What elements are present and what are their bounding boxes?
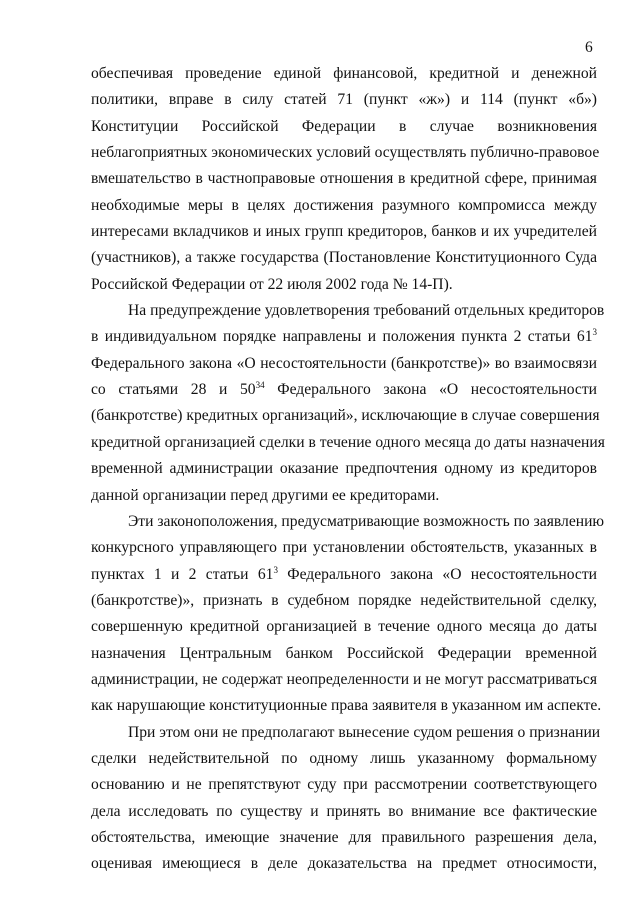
line-text: обстоятельства, имеющие значение для правильного разрешения дела,	[91, 828, 597, 846]
text-line	[91, 641, 597, 667]
text-line	[91, 667, 597, 693]
text-line	[91, 272, 597, 298]
line-text: вмешательство в частноправовые отношения в кредитной сфере, принимая	[91, 170, 597, 188]
text-line	[91, 614, 597, 640]
line-text: На предупреждение удовлетворения требований отдельных кредиторов	[128, 302, 605, 320]
text-line	[91, 87, 597, 113]
line-text: конкурсного управляющего при установлении обстоятельств, указанных в	[91, 539, 597, 557]
line-text: (банкротстве)», признать в судебном порядке недействительной сделку,	[91, 591, 597, 609]
text-line	[91, 456, 597, 482]
line-text: сделки недействительной по одному лишь указанному формальному	[91, 749, 597, 767]
text-line	[91, 166, 597, 192]
text-line	[91, 799, 597, 825]
line-text: назначения Центральным банком Российской Федерации временной	[91, 644, 597, 662]
line-text: оценивая имеющиеся в деле доказательства на предмет относимости,	[91, 855, 597, 873]
line-text: в индивидуальном порядке направлены и положения пункта 2 статьи 61	[91, 328, 593, 346]
text-line	[91, 403, 600, 429]
line-text: (участников), а также государства (Постановление Конституционного Суда	[91, 249, 597, 267]
line-text: со статьями 28 и 50	[91, 381, 256, 399]
text-line	[91, 746, 597, 772]
superscript: 3	[273, 564, 278, 575]
line-text: временной администрации оказание предпочтения одному из кредиторов	[91, 460, 597, 478]
line-text: обеспечивая проведение единой финансовой, кредитной и денежной	[91, 65, 597, 82]
line-text: Эти законоположения, предусматривающие возможность по заявлению	[128, 512, 605, 530]
text-line	[91, 772, 597, 798]
superscript: 34	[255, 380, 265, 391]
line-text: политики, вправе в силу статей 71 (пункт «ж») и 114 (пункт «б»)	[91, 91, 597, 109]
text-line	[91, 535, 597, 561]
text-line	[91, 562, 597, 588]
text-line	[91, 298, 605, 324]
line-text: кредитной организацией сделки в течение одного месяца до даты назначения	[91, 433, 605, 451]
text-line	[91, 140, 600, 166]
text-line	[91, 324, 597, 350]
line-text: Российской Федерации от 22 июля 2002 года № 14-П).	[91, 275, 453, 293]
line-text: интересами вкладчиков и иных групп кредиторов, банков и их учредителей	[91, 223, 597, 241]
line-text: При этом они не предполагают вынесение судом решения о признании	[128, 723, 601, 741]
line-text: пунктах 1 и 2 статьи 61	[91, 565, 274, 583]
line-text: Конституции Российской Федерации в случае возникновения	[91, 117, 597, 135]
line-text: (банкротстве) кредитных организаций», исключающие в случае совершения	[91, 407, 600, 425]
superscript: 3	[592, 327, 597, 338]
line-text: как нарушающие конституционные права заявителя в указанном им аспекте.	[91, 697, 602, 715]
text-line	[91, 588, 597, 614]
line-text: Федерального закона «О несостоятельности (банкротстве)» во взаимосвязи	[91, 354, 597, 372]
body-text	[91, 61, 605, 878]
text-line	[91, 483, 597, 509]
text-line	[91, 219, 597, 245]
text-line	[91, 377, 597, 403]
text-line	[91, 245, 597, 271]
text-line	[91, 851, 597, 877]
line-text-after: Федерального закона «О несостоятельности	[277, 565, 597, 583]
text-line	[91, 825, 597, 851]
line-text: неблагоприятных экономических условий осуществлять публично-правовое	[91, 144, 600, 162]
text-line	[91, 430, 605, 456]
line-text: дела исследовать по существу и принять во внимание все фактические	[91, 802, 597, 820]
text-line	[91, 114, 597, 140]
line-text: совершенную кредитной организацией в течение одного месяца до даты	[91, 618, 597, 636]
text-line	[91, 351, 597, 377]
text-line	[91, 693, 602, 719]
line-text: данной организации перед другими ее кредиторами.	[91, 486, 440, 504]
text-line	[91, 509, 605, 535]
line-text: администрации, не содержат неопределенности и не могут рассматриваться	[91, 670, 597, 688]
page-number: 6	[585, 39, 593, 56]
text-line	[91, 720, 601, 746]
text-line	[91, 193, 597, 219]
line-text: основанию и не препятствуют суду при рассмотрении соответствующего	[91, 776, 597, 794]
line-text: необходимые меры в целях достижения разумного компромисса между	[91, 196, 597, 214]
text-line	[91, 61, 597, 87]
line-text-after: Федерального закона «О несостоятельности	[264, 381, 597, 399]
